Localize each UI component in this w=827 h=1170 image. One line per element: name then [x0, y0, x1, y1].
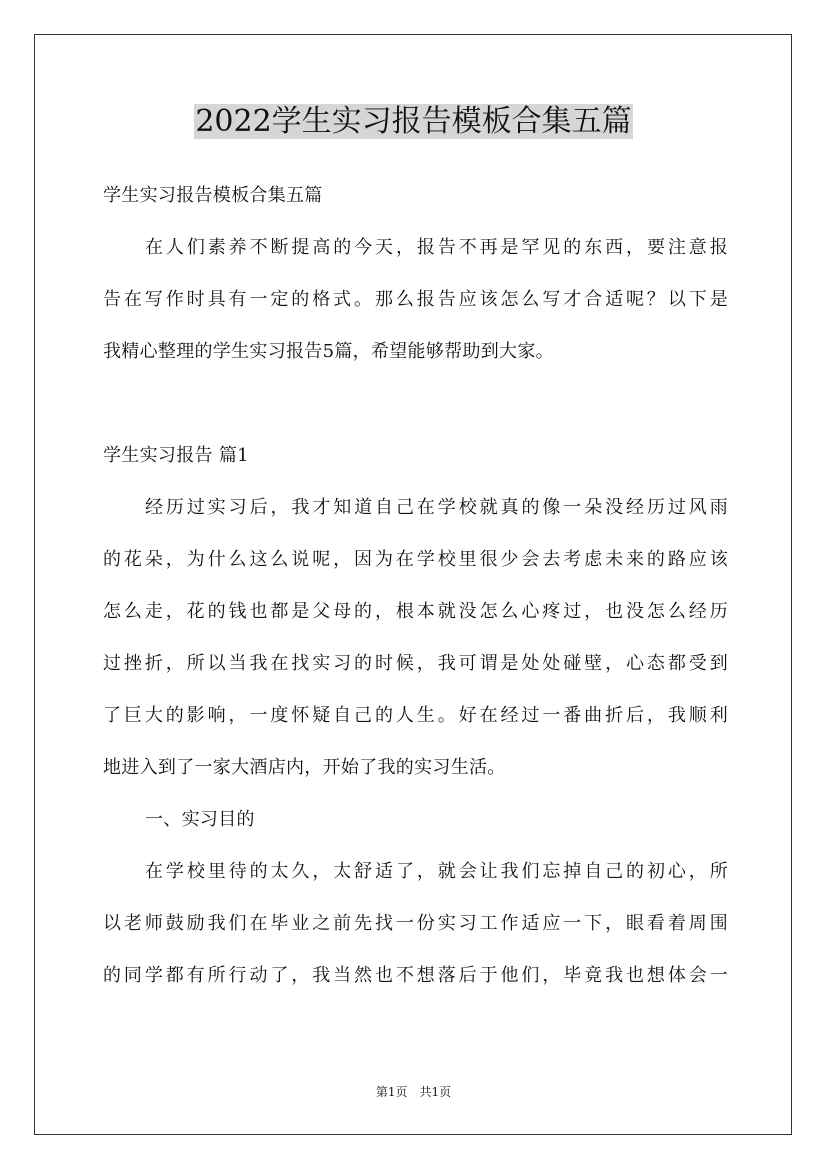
- subsection-heading: 一、实习目的: [145, 809, 255, 830]
- blank-line: [103, 378, 728, 430]
- paragraph-line: 了巨大的影响，一度怀疑自己的人生。好在经过一番曲折后，我顺利: [103, 705, 728, 726]
- paragraph-line: 在学校里待的太久，太舒适了，就会让我们忘掉自己的初心，所: [145, 861, 728, 882]
- paragraph-line: 的同学都有所行动了，我当然也不想落后于他们，毕竟我也想体会一: [103, 965, 728, 986]
- subtitle-line: 学生实习报告模板合集五篇: [103, 185, 323, 206]
- paragraph-line: 以老师鼓励我们在毕业之前先找一份实习工作适应一下，眼看着周围: [103, 913, 728, 934]
- page-footer: [0, 1083, 827, 1101]
- paragraph-line: 的花朵，为什么这么说呢，因为在学校里很少会去考虑未来的路应该: [103, 549, 728, 570]
- paragraph-line: 过挫折，所以当我在找实习的时候，我可谓是处处碰壁，心态都受到: [103, 653, 728, 674]
- paragraph-line: 经历过实习后，我才知道自己在学校就真的像一朵没经历过风雨: [145, 497, 728, 518]
- document-title: [0, 100, 827, 144]
- page-number: 第1页: [375, 1085, 408, 1099]
- paragraph-line: 怎么走，花的钱也都是父母的，根本就没怎么心疼过，也没怎么经历: [103, 601, 728, 622]
- paragraph-line: 告在写作时具有一定的格式。那么报告应该怎么写才合适呢？以下是: [103, 289, 728, 310]
- paragraph-line: 地进入到了一家大酒店内，开始了我的实习生活。: [103, 757, 506, 778]
- document-body: [103, 170, 728, 1002]
- paragraph-line: 我精心整理的学生实习报告5篇，希望能够帮助到大家。: [103, 341, 554, 362]
- page-total: 共1页: [419, 1085, 452, 1099]
- paragraph-line: 在人们素养不断提高的今天，报告不再是罕见的东西，要注意报: [145, 237, 728, 258]
- section-heading: 学生实习报告 篇1: [103, 445, 249, 466]
- document-title-text: 2022学生实习报告模板合集五篇: [195, 104, 632, 139]
